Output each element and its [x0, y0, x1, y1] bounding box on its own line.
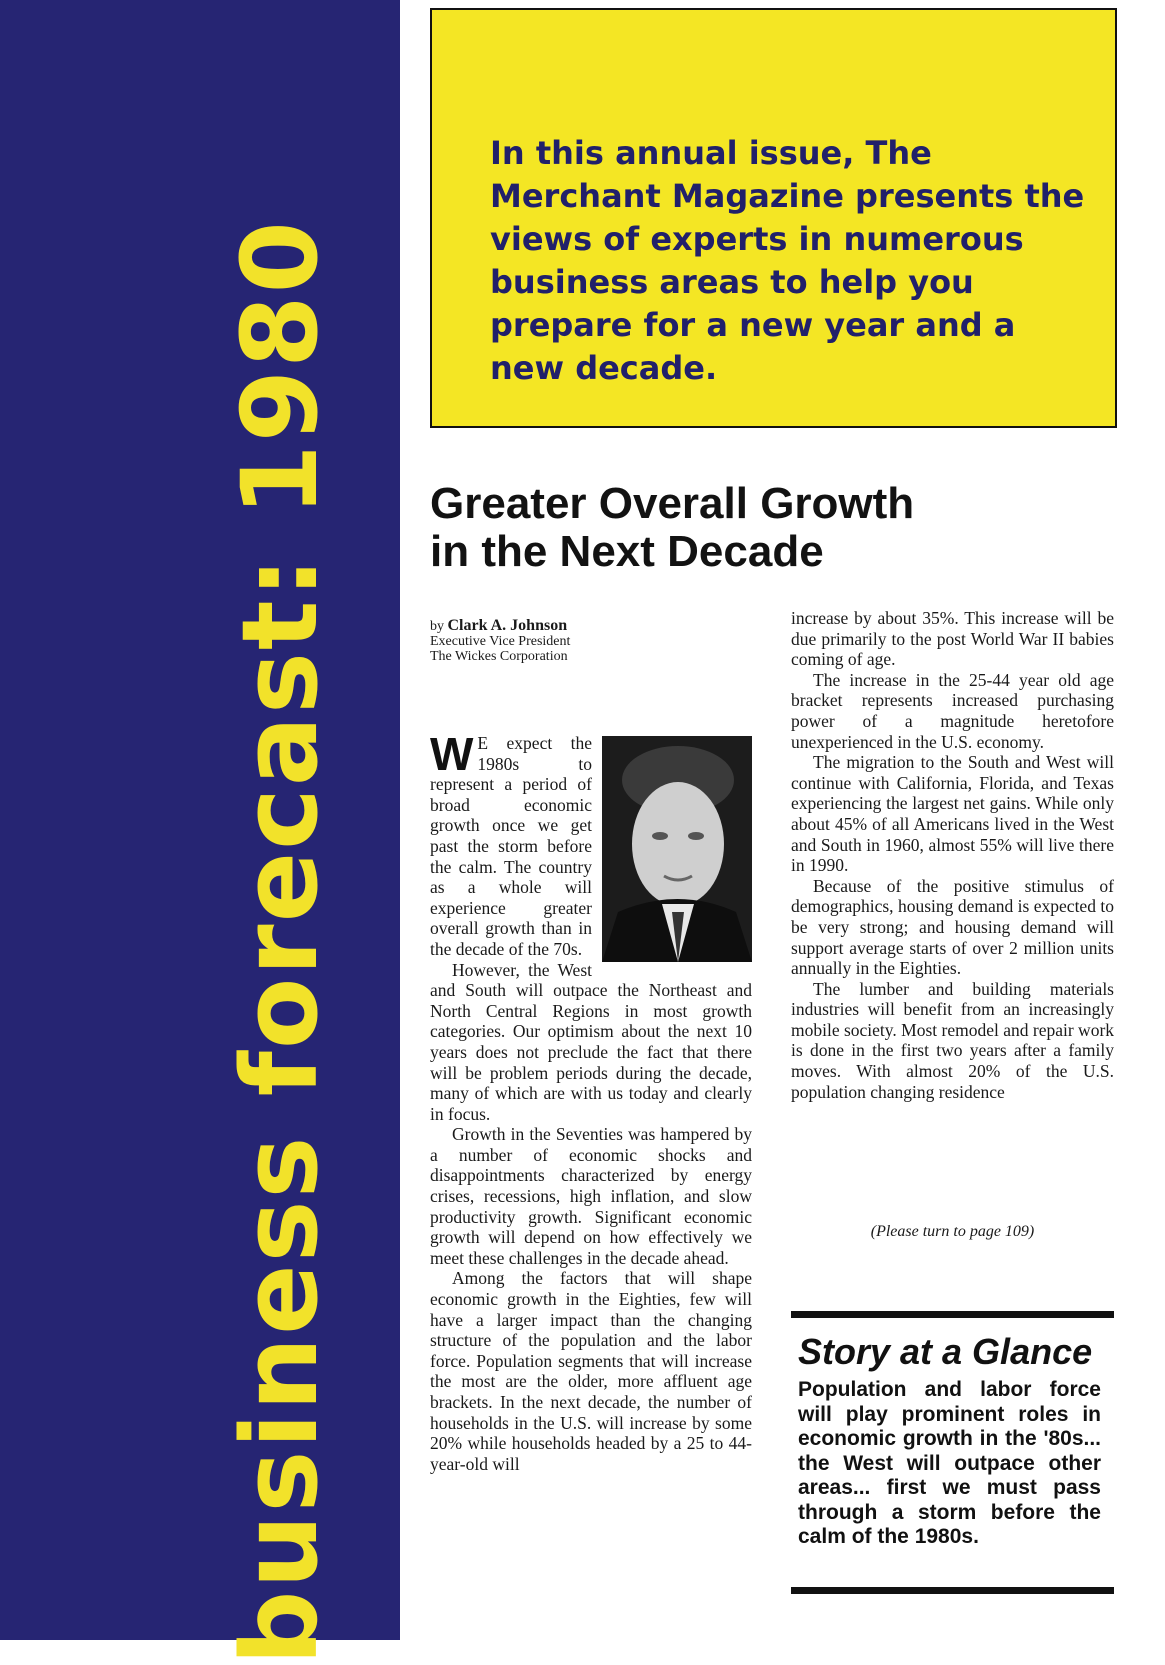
paragraph-7: The migration to the South and West will continue with California, Florida, and Texas experiencing the largest net gains. While only about 45% of all Americans lived in the West and South in 1960, almost 55% will live there in 1990.: [791, 752, 1114, 876]
headline-line-1: Greater Overall Growth: [430, 479, 915, 528]
sidebar-title: business forecast: 1980: [219, 219, 341, 1665]
byline-prefix: by: [430, 619, 444, 634]
headline-line-2: in the Next Decade: [430, 527, 824, 576]
author-photo: [602, 736, 752, 962]
paragraph-2: However, the West and South will outpace the Northeast and North Central Regions in most growth categories. Our optimism about the next 10 years does not preclude the fact that there will be problem periods during the decade, many of which are with us today and clearly in focus.: [430, 959, 752, 1124]
sidebar-banner: [0, 0, 400, 1665]
glance-title: Story at a Glance: [798, 1331, 1093, 1372]
article-column-left: [430, 728, 752, 1474]
byline: [430, 618, 750, 664]
paragraph-6: The increase in the 25-44 year old age bracket represents increased purchasing power of a magnitude heretofore unexperienced in the U.S. economy.: [791, 669, 1114, 752]
paragraph-9: The lumber and building materials industries will benefit from an increasingly mobile society. Most remodel and repair work is done in the first two years after a family moves. With almost 20% of the U.S. population changing residence: [791, 978, 1115, 1102]
intro-text: In this annual issue, The Merchant Magazine presents the views of experts in numerous business areas to help you prepare for a new year and a new decade.: [490, 134, 1085, 387]
paragraph-1-text: E expect the 1980s to represent a period of broad economic growth once we get past the storm before the calm. The country as a whole will experience greater overall growth than in the decade of the 70s.: [430, 733, 592, 959]
author-role: Executive Vice President: [430, 634, 571, 649]
intro-box: [430, 8, 1117, 428]
article-column-right: [791, 608, 1114, 1102]
drop-cap: W: [430, 728, 474, 780]
continued-note: (Please turn to page 109): [870, 1223, 1035, 1240]
paragraph-3: Growth in the Seventies was hampered by a number of economic shocks and disappointments characterized by energy crises, recessions, high inflation, and slow productivity growth. Significant economic growth will depend on how effectively we meet these challenges in the decade ahead.: [430, 1124, 752, 1268]
glance-text: Population and labor force will play prominent roles in economic growth in the '80s... the West will outpace other areas... first we must pass through a storm before the calm of the 1980s.: [798, 1378, 1101, 1548]
paragraph-8: Because of the positive stimulus of demographics, housing demand is expected to be very strong; and housing demand will support average starts of over 2 million units annually in the Eighties.: [791, 875, 1114, 979]
paragraph-4: Among the factors that will shape economic growth in the Eighties, few will have a larger impact than the changing structure of the population and the labor force. Population segments that will increase the most are the older, more affluent age brackets. In the next decade, the number of households in the U.S. will increase by some 20% while households headed by a 25 to 44-year-old will: [430, 1268, 752, 1474]
glance-rule-bottom: [791, 1587, 1114, 1594]
article-headline: [430, 480, 1130, 576]
glance-rule-top: [791, 1311, 1114, 1318]
portrait-image: [602, 736, 752, 962]
author-name: Clark A. Johnson: [447, 617, 568, 634]
paragraph-5: increase by about 35%. This increase will be due primarily to the post World War II babies coming of age.: [791, 608, 1114, 670]
author-company: The Wickes Corporation: [430, 649, 568, 664]
